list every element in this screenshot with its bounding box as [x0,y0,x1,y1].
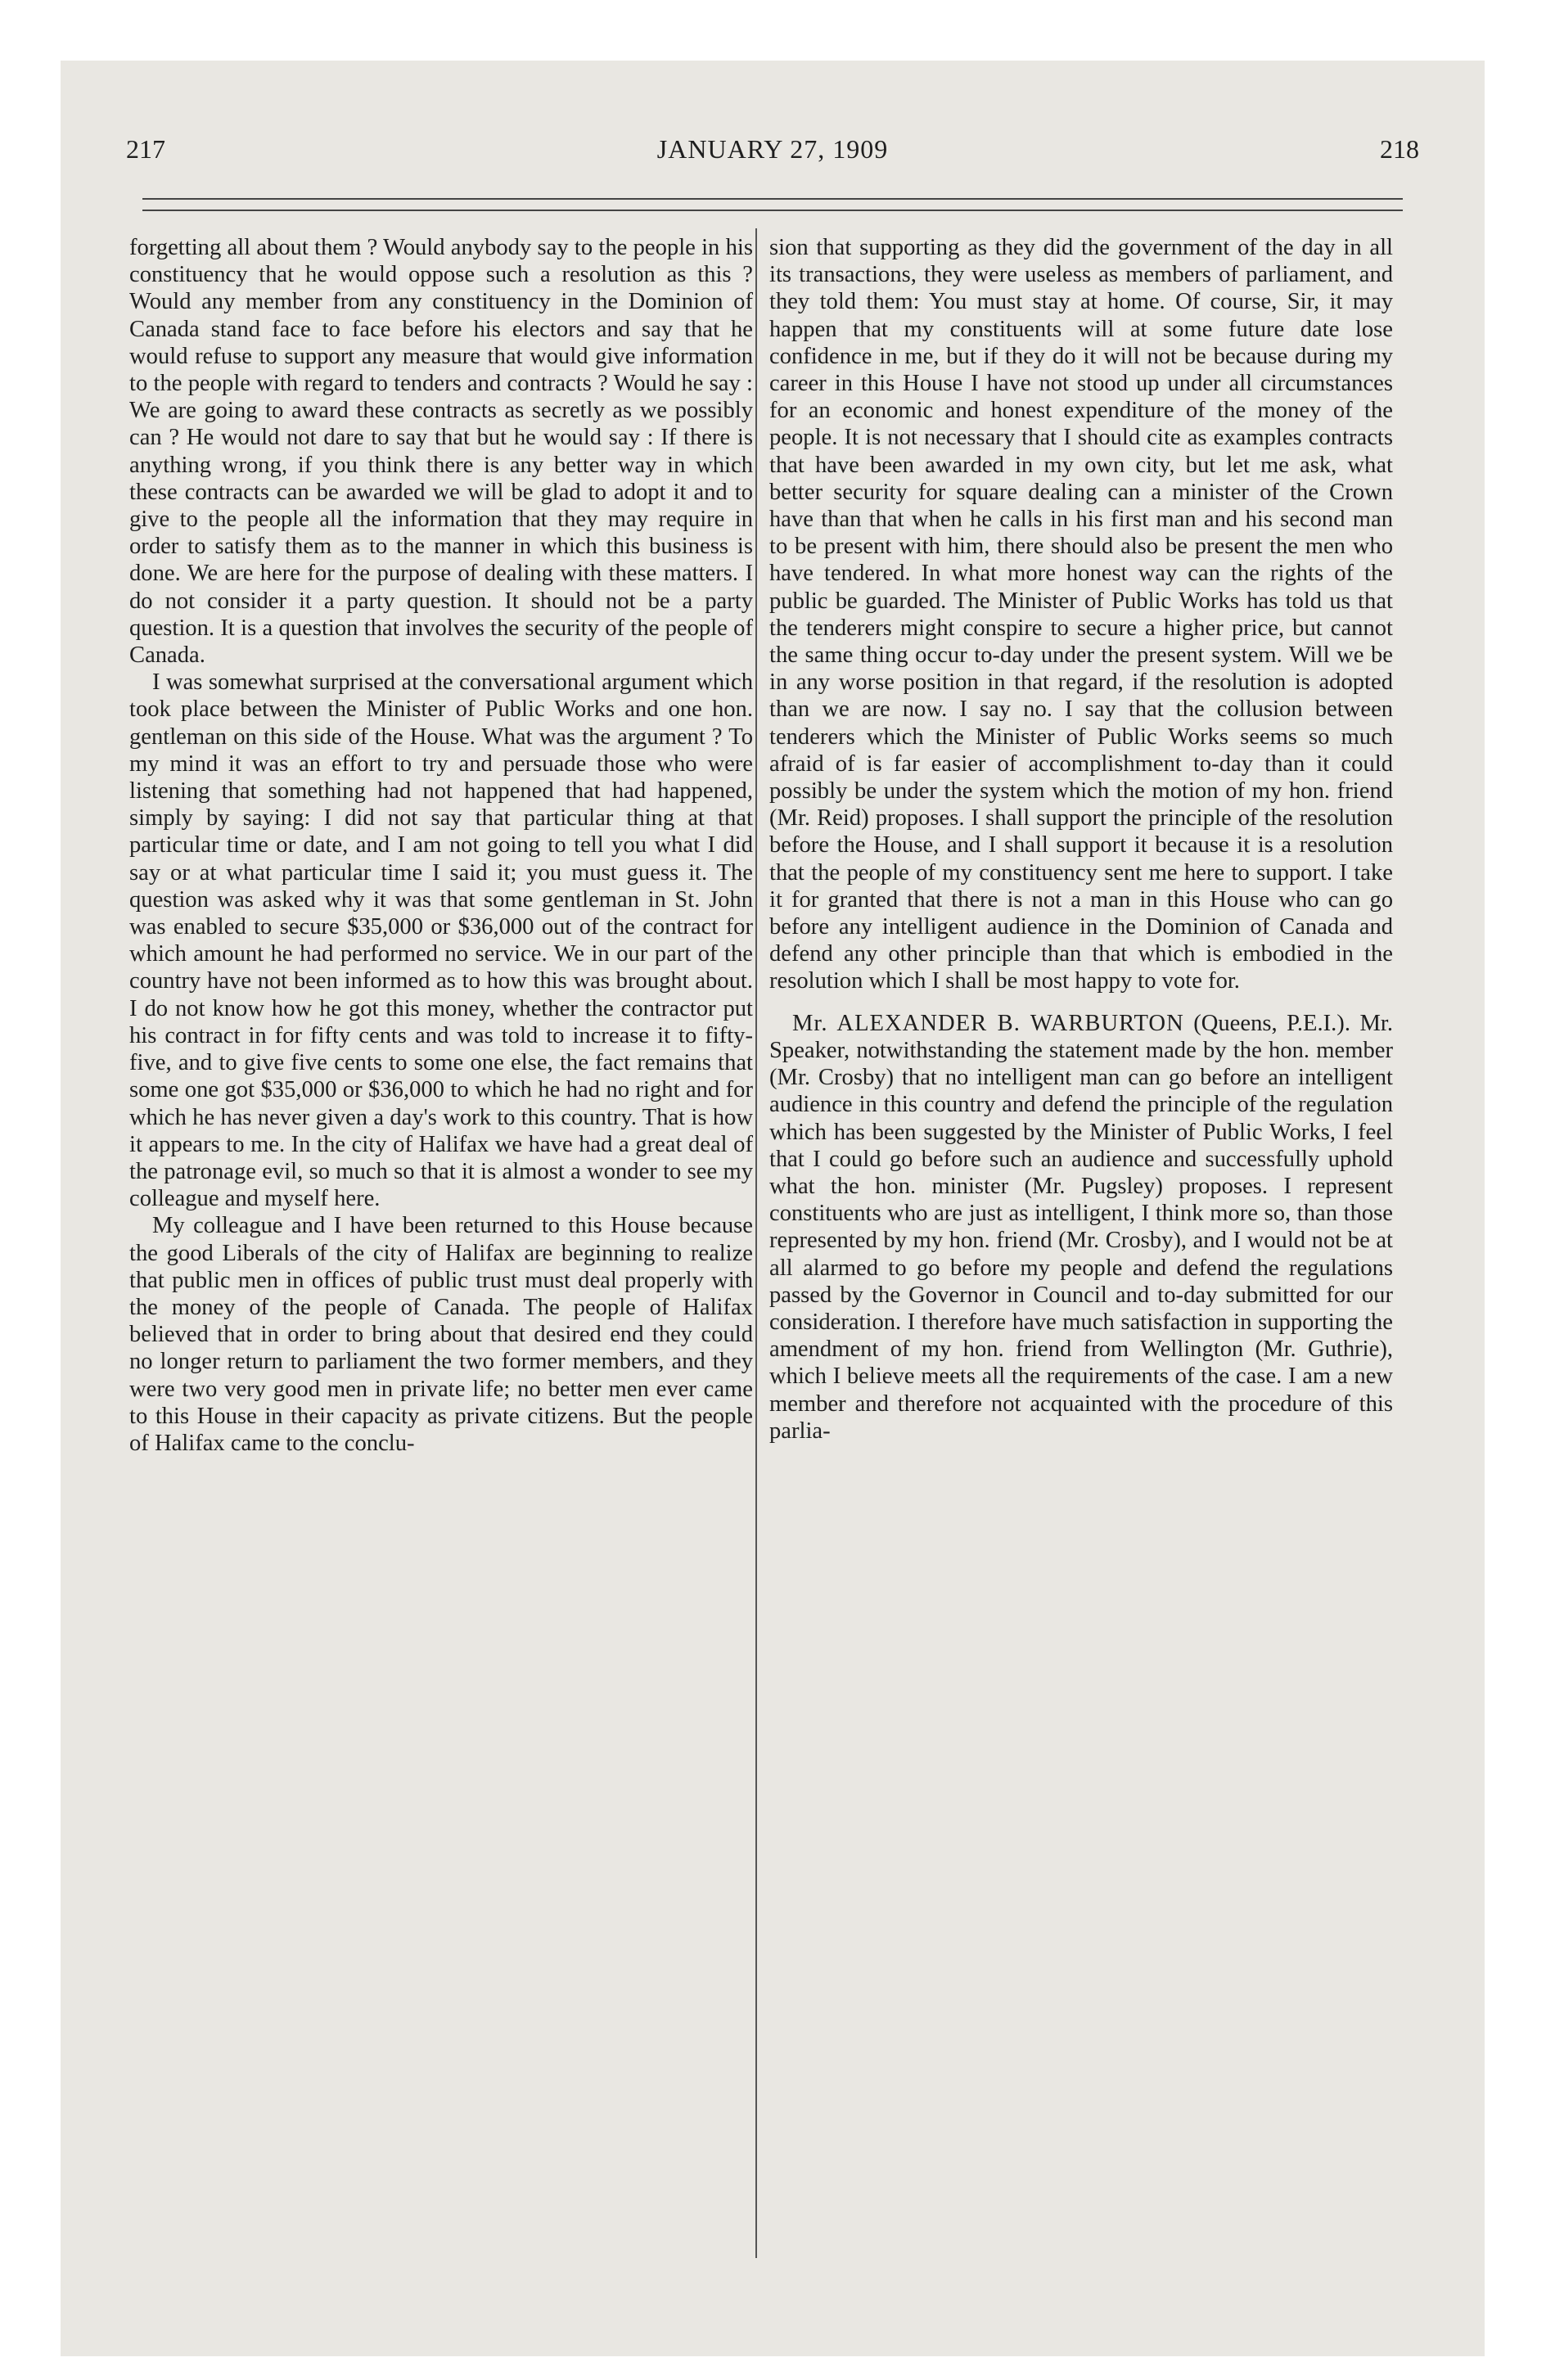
right-paragraph-2: (Queens, P.E.I.). Mr. Speaker, notwithstanding the statement made by the hon. member (Mr. Crosby) that no intelligent man can go before an intelligent audience in this country and defend the principle of the regulation which has been suggested by the Minister of Public Works, I feel that I could go before such an audience and successfully uphold what the hon. minister (Mr. Pugsley) proposes. I represent constituents who are just as intelligent, I think more so, than those represented by my hon. friend (Mr. Crosby), and I would not be at all alarmed to go before my people and defend the regulations passed by the Governor in Council and to-day submitted for our consideration. I therefore have much satisfaction in supporting the amendment of my hon. friend from Wellington (Mr. Guthrie), which I believe meets all the requirements of the case. I am a new member and therefore not acquainted with the procedure of this parlia- [769,1010,1393,1444]
speaker-name: Mr. ALEXANDER B. WARBURTON [792,1010,1184,1036]
page-date-title: JANUARY 27, 1909 [656,134,889,164]
left-paragraph-2: I was somewhat surprised at the conversational argument which took place between the Minister of Public Works and one hon. gentleman on this side of the House. What was the argument ? To my mind it was an effort to try and persuade those who were listening that something had not happened that had happened, simply by saying: I did not say that particular thing at that particular time or date, and I am not going to tell you what I did say or at what particular time I said it; you must guess it. The question was asked why it was that some gentleman in St. John was enabled to secure $35,000 or $36,000 out of the contract for which amount he had performed no service. We in our part of the country have not been informed as to how this was brought about. I do not know how he got this money, whether the contractor put his contract in for fifty cents and was told to increase it to fifty-five, and to give five cents to some one else, the fact remains that some one got $35,000 or $36,000 to which he had no right and for which he has never given a day's work to this country. That is how it appears to me. In the city of Halifax we have had a great deal of the patronage evil, so much so that it is almost a wonder to see my colleague and myself here. [129,669,753,1212]
header-rule-top [142,198,1403,200]
column-divider [755,228,757,2258]
page [61,61,1485,2356]
speech-paragraph [769,1010,1393,1445]
header-rule-bottom [142,210,1403,211]
right-column [769,234,1393,1445]
page-number-right: 218 [1380,134,1419,164]
left-column [129,234,753,1457]
page-number-left: 217 [126,134,165,164]
left-paragraph-1: forgetting all about them ? Would anybody say to the people in his constituency that he would oppose such a resolution as this ? Would any member from any constituency in the Dominion of Canada stand face to face before his electors and say that he would refuse to support any measure that would give information to the people with regard to tenders and contracts ? Would he say : We are going to award these contracts as secretly as we possibly can ? He would not dare to say that but he would say : If there is anything wrong, if you think there is any better way in which these contracts can be awarded we will be glad to adopt it and to give to the people all the information that they may require in order to satisfy them as to the manner in which this business is done. We are here for the purpose of dealing with these matters. I do not consider it a party question. It should not be a party question. It is a question that involves the security of the people of Canada. [129,235,753,669]
right-paragraph-1: sion that supporting as they did the government of the day in all its transactions, they were useless as members of parliament, and they told them: You must stay at home. Of course, Sir, it may happen that my constituents will at some future date lose confidence in me, but if they do it will not be because during my career in this House I have not stood up under all circumstances for an economic and honest expenditure of the money of the people. It is not necessary that I should cite as examples contracts that have been awarded in my own city, but let me ask, what better security for square dealing can a minister of the Crown have than that when he calls in his first man and his second man to be present with him, there should also be present the men who have tendered. In what more honest way can the rights of the public be guarded. The Minister of Public Works has told us that the tenderers might conspire to secure a higher price, but cannot the same thing occur to-day under the present system. Will we be in any worse position in that regard, if the resolution is adopted than we are now. I say no. I say that the collusion between tenderers which the Minister of Public Works seems so much afraid of is far easier of accomplishment to-day than it could possibly be under the system which the motion of my hon. friend (Mr. Reid) proposes. I shall support the principle of the resolution before the House, and I shall support it because it is a resolution that the people of my constituency sent me here to support. I take it for granted that there is not a man in this House who can go before any intelligent audience in the Dominion of Canada and defend any other principle than that which is embodied in the resolution which I shall be most happy to vote for. [769,235,1393,994]
page-header [126,134,1419,183]
left-paragraph-3: My colleague and I have been returned to this House because the good Liberals of the city of Halifax are beginning to realize that public men in offices of public trust must deal properly with the money of the people of Canada. The people of Halifax believed that in order to bring about that desired end they could no longer return to parliament the two former members, and they were two very good men in private life; no better men ever came to this House in their capacity as private citizens. But the people of Halifax came to the conclu- [129,1213,753,1456]
